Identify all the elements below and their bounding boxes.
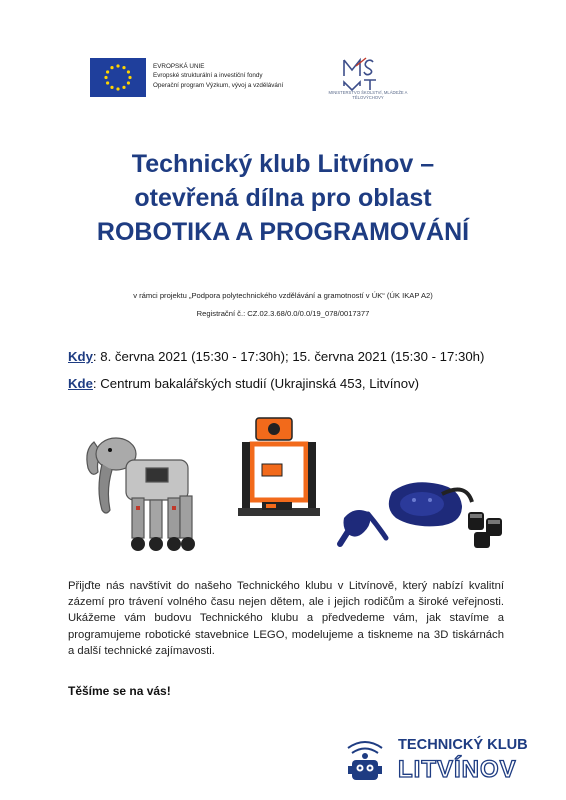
3d-printer-image	[232, 414, 324, 524]
registration-number: Registrační č.: CZ.02.3.68/0.0/0.0/19_078/0017377	[196, 309, 370, 318]
project-line: v rámci projektu „Podpora polytechnického vzdělávání a gramotností v ÚK“ (ÚK IKAP A2)	[133, 291, 433, 300]
title-line-3: ROBOTIKA A PROGRAMOVÁNÍ	[96, 218, 470, 246]
closing-text: Těšíme se na vás!	[68, 684, 171, 698]
lego-robot-elephant-image	[76, 420, 211, 560]
robot-mascot-icon	[340, 734, 390, 784]
event-when	[68, 349, 484, 364]
when-value: : 8. června 2021 (15:30 - 17:30h); 15. června 2021 (15:30 - 17:30h)	[92, 349, 485, 364]
where-label: Kde	[68, 376, 93, 391]
when-label: Kdy	[68, 349, 93, 364]
title-line-2: otevřená dílna pro oblast	[134, 184, 432, 212]
msmt-caption: MINISTERSTVO ŠKOLSTVÍ, MLÁDEŽE A TĚLOVÝCHOVY	[328, 90, 408, 100]
eu-text-block	[153, 62, 283, 90]
club-logo-line-1: TECHNICKÝ KLUB	[398, 737, 528, 753]
club-logo-line-2: LITVÍNOV	[398, 756, 517, 783]
eu-line: Evropské strukturální a investiční fondy	[153, 72, 263, 80]
title-line-1: Technický klub Litvínov –	[131, 150, 435, 178]
description-paragraph: Přijďte nás navštívit do našeho Technického klubu v Litvínově, který nabízí kvalitní zázemí pro trávení volného času nejen dětem, ale i jejich rodičům a široké veřejnosti. Ukážeme vám budovu Technického klubu a předvedeme vám, jak stavíme a programujeme robotické stavebnice LEGO, modelujeme a tiskneme na 3D tiskárnách a další technické zajímavosti.	[68, 580, 504, 657]
vr-headset-image	[334, 478, 506, 550]
eu-flag-logo	[90, 58, 146, 97]
eu-line: Operační program Výzkum, vývoj a vzdělávání	[153, 81, 284, 89]
eu-line: EVROPSKÁ UNIE	[153, 63, 205, 70]
where-value: : Centrum bakalářských studií (Ukrajinská 453, Litvínov)	[92, 376, 420, 391]
event-where	[68, 376, 419, 391]
